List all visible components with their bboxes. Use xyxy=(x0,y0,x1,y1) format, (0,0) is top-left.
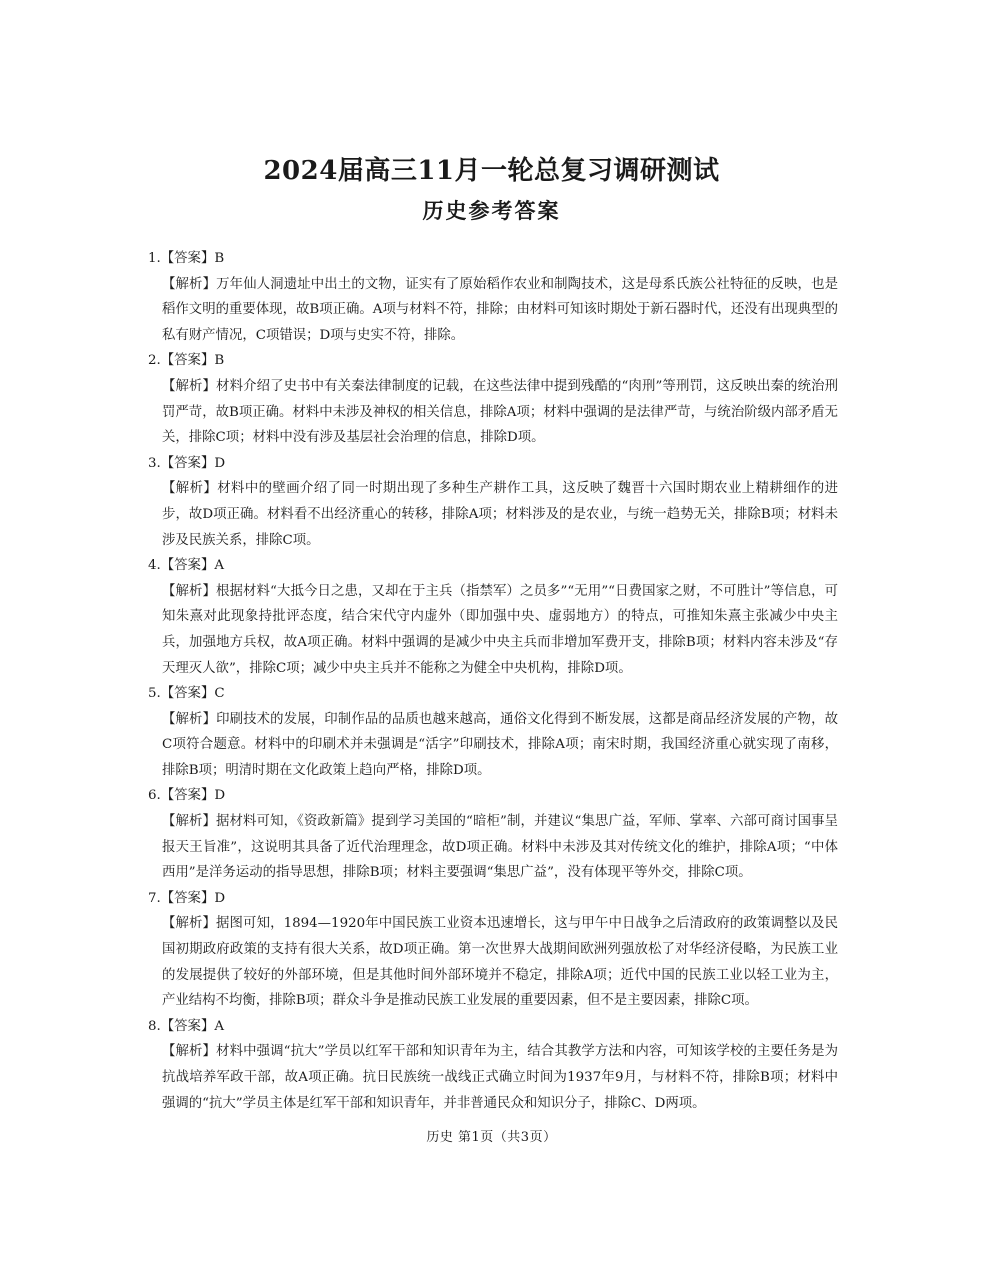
answer-line: 6.【答案】D xyxy=(148,788,226,804)
page-subtitle: 历史参考答案 xyxy=(422,199,561,223)
answer-line: 3.【答案】D xyxy=(148,455,226,471)
answer-line: 7.【答案】D xyxy=(148,890,226,906)
answer-line: 8.【答案】A xyxy=(148,1018,225,1034)
question-2 xyxy=(148,348,838,450)
question-5 xyxy=(148,681,838,783)
question-1 xyxy=(148,246,838,348)
answer-line: 5.【答案】C xyxy=(148,686,225,702)
answer-line: 4.【答案】A xyxy=(148,558,225,574)
page-title: 2024届高三11月一轮总复习调研测试 xyxy=(263,156,720,186)
analysis-text: 【解析】材料中的壁画介绍了同一时期出现了多种生产耕作工具，这反映了魏晋十六国时期农业上精耕细作的进步，故D项正确。材料看不出经济重心的转移，排除A项；材料涉及的是农业，与统一趋势无关，排除B项；材料未涉及民族关系，排除C项。 xyxy=(162,481,838,548)
analysis-text: 【解析】据图可知，1894—1920年中国民族工业资本迅速增长，这与甲午中日战争之后清政府的政策调整以及民国初期政府政策的支持有很大关系，故D项正确。第一次世界大战期间欧洲列强放松了对华经济侵略，为民族工业的发展提供了较好的外部环境，但是其他时间外部环境并不稳定，排除A项；近代中国的民族工业以轻工业为主，产业结构不均衡，排除B项；群众斗争是推动民族工业发展的重要因素，但不是主要因素，排除C项。 xyxy=(162,916,838,1009)
question-7 xyxy=(148,886,838,1014)
analysis-text: 【解析】万年仙人洞遗址中出土的文物，证实有了原始稻作农业和制陶技术，这是母系氏族公社特征的反映，也是稻作文明的重要体现，故B项正确。A项与材料不符，排除；由材料可知该时期处于新石器时代，还没有出现典型的私有财产情况，C项错误；D项与史实不符，排除。 xyxy=(162,276,838,343)
question-8 xyxy=(148,1014,838,1116)
analysis-text: 【解析】据材料可知，《资政新篇》提到学习美国的“暗柜”制，并建议“集思广益，军师、掌率、六部可商讨国事呈报天王旨准”，这说明其具备了近代治理理念，故D项正确。材料中未涉及其对传统文化的维护，排除A项；“中体西用”是洋务运动的指导思想，排除B项；材料主要强调“集思广益”，没有体现平等外交，排除C项。 xyxy=(162,814,838,881)
analysis-text: 【解析】材料中强调“抗大”学员以红军干部和知识青年为主，结合其教学方法和内容，可知该学校的主要任务是为抗战培养军政干部，故A项正确。抗日民族统一战线正式确立时间为1937年9月，与材料不符，排除B项；材料中强调的“抗大”学员主体是红军干部和知识青年，并非普通民众和知识分子，排除C、D两项。 xyxy=(162,1044,838,1111)
question-4 xyxy=(148,553,838,681)
answer-line: 2.【答案】B xyxy=(148,353,225,369)
question-6 xyxy=(148,783,838,885)
question-3 xyxy=(148,451,838,553)
page-footer: 历史 第1页（共3页） xyxy=(426,1130,557,1145)
analysis-text: 【解析】材料介绍了史书中有关秦法律制度的记载，在这些法律中提到残酷的“肉刑”等刑罚，这反映出秦的统治刑罚严苛，故B项正确。材料中未涉及神权的相关信息，排除A项；材料中强调的是法律严苛，与统治阶级内部矛盾无关，排除C项；材料中没有涉及基层社会治理的信息，排除D项。 xyxy=(162,378,838,446)
analysis-text: 【解析】根据材料“大抵今日之患，又却在于主兵（指禁军）之员多”“无用”“日费国家之财，不可胜计”等信息，可知朱熹对此现象持批评态度，结合宋代守内虚外（即加强中央、虚弱地方）的特点，可推知朱熹主张减少中央主兵，加强地方兵权，故A项正确。材料中强调的是减少中央主兵而非增加军费开支，排除B项；材料内容未涉及“存天理灭人欲”，排除C项；减少中央主兵并不能称之为健全中央机构，排除D项。 xyxy=(162,583,838,676)
answer-line: 1.【答案】B xyxy=(148,251,225,266)
answer-list xyxy=(148,246,838,1116)
analysis-text: 【解析】印刷技术的发展，印制作品的品质也越来越高，通俗文化得到不断发展，这都是商品经济发展的产物，故C项符合题意。材料中的印刷术并未强调是“活字”印刷技术，排除A项；南宋时期，我国经济重心就实现了南移，排除B项；明清时期在文化政策上趋向严格，排除D项。 xyxy=(162,711,838,778)
